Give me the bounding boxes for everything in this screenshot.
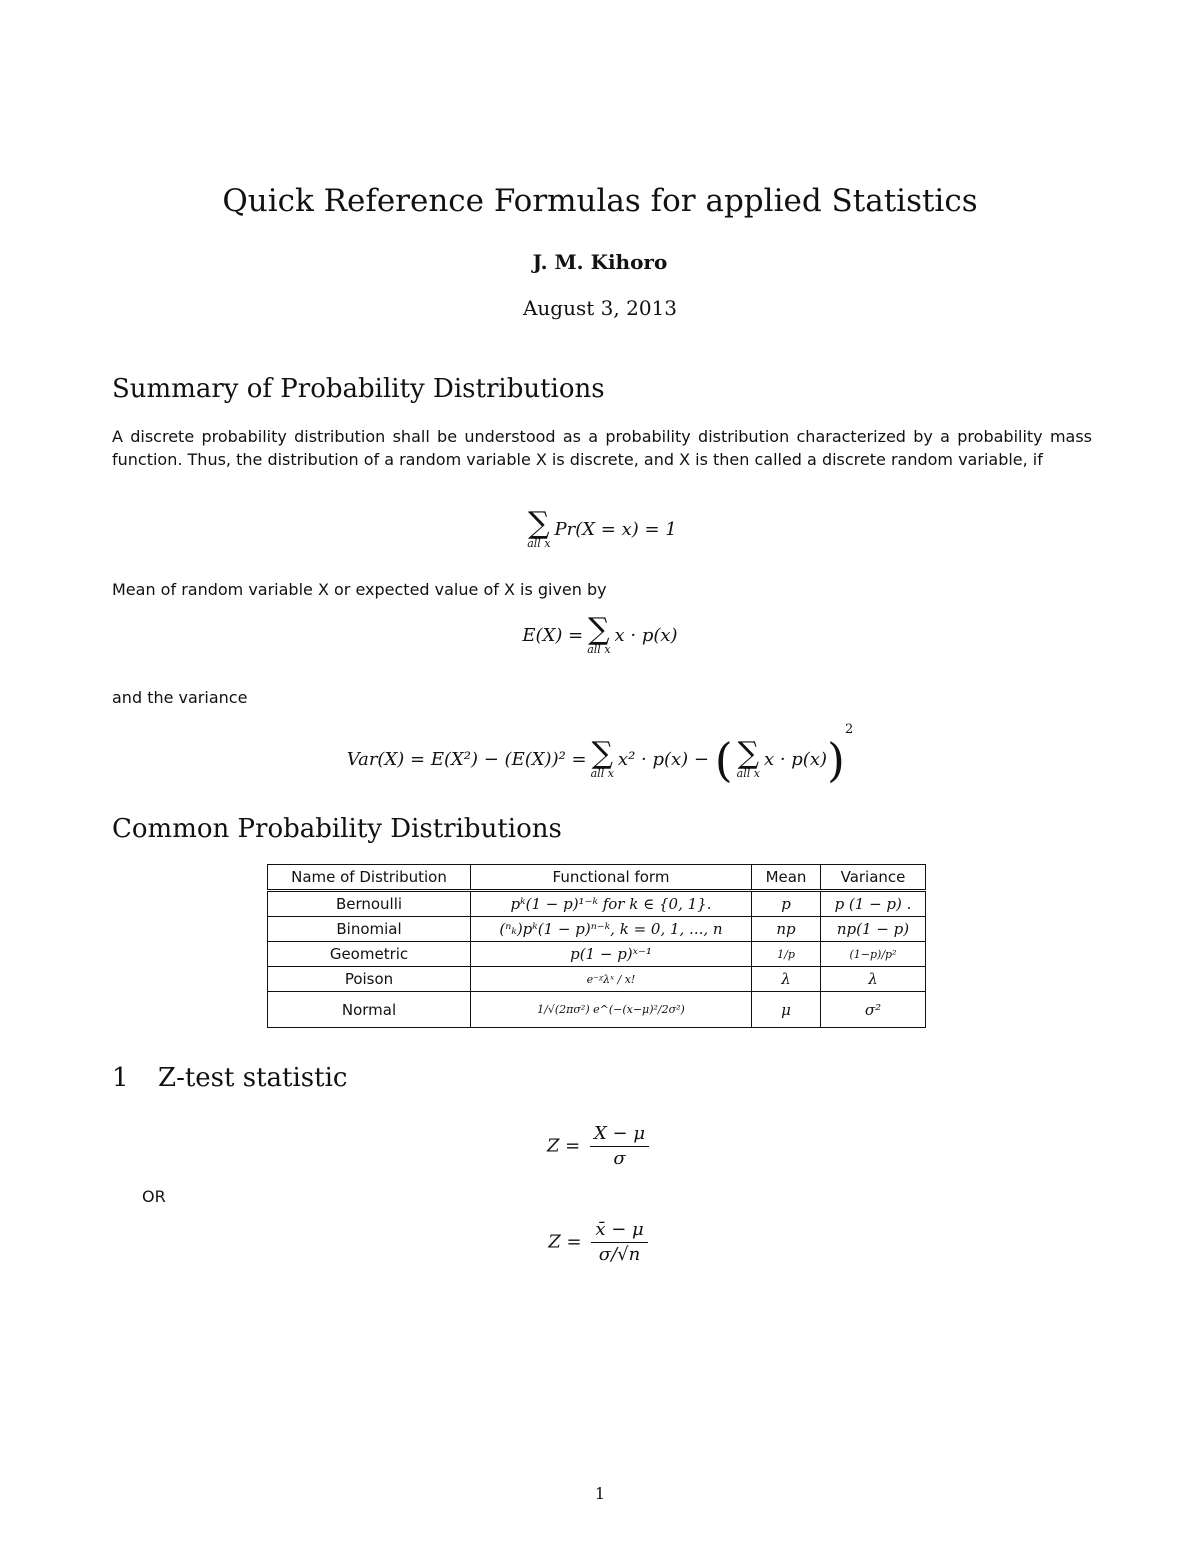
section-number: 1 bbox=[112, 1063, 129, 1093]
table-row: Normal 1/√(2πσ²) e^(−(x−μ)²/2σ²) μ σ² bbox=[268, 992, 926, 1028]
equation-variance: Var(X) = E(X²) − (E(X))² = ∑ all x x² · p(x) − ( ∑ all x x · p(x))$^2$ bbox=[346, 722, 854, 787]
table-header: Name of Distribution bbox=[268, 865, 471, 891]
or-label: OR bbox=[142, 1187, 166, 1206]
equation-sum-probability: ∑ all x Pr(X = x) = 1 bbox=[527, 506, 677, 550]
section-title: Z-test statistic bbox=[158, 1063, 348, 1093]
intro-paragraph: A discrete probability distribution shall be understood as a probability distribution characterized by a probability mass function. Thus, the distribution of a random variable X is discrete, and X is then called a discrete random variable, if bbox=[112, 427, 1092, 469]
table-row: Poison e⁻ᵡλˣ / x! λ λ bbox=[268, 967, 926, 992]
distributions-table bbox=[267, 864, 926, 1028]
page-title: Quick Reference Formulas for applied Statistics bbox=[222, 183, 978, 219]
section-heading-ztest bbox=[112, 1063, 347, 1093]
summation-symbol: ∑ all x bbox=[587, 612, 611, 656]
table-header: Mean bbox=[752, 865, 821, 891]
table-header: Functional form bbox=[471, 865, 752, 891]
variance-description: and the variance bbox=[112, 688, 248, 707]
fraction: $\frac{X - \mu}{\sigma}$ bbox=[590, 1122, 649, 1171]
fraction: $\frac{x̄ - \mu}{\sigma/√n}$ bbox=[591, 1218, 647, 1267]
table-row: Bernoulli pᵏ(1 − p)¹⁻ᵏ for k ∈ {0, 1}. p p (1 − p) . bbox=[268, 891, 926, 917]
table-header: Variance bbox=[821, 865, 926, 891]
table-row: Binomial (ⁿₖ)pᵏ(1 − p)ⁿ⁻ᵏ, k = 0, 1, ..., n np np(1 − p) bbox=[268, 917, 926, 942]
section-heading-summary: Summary of Probability Distributions bbox=[112, 374, 605, 404]
author-name: J. M. Kihoro bbox=[532, 250, 668, 274]
equation-expected-value: E(X) = ∑ all x x · p(x) bbox=[522, 612, 678, 656]
summation-symbol: ∑ all x bbox=[590, 736, 614, 780]
mean-description: Mean of random variable X or expected value of X is given by bbox=[112, 580, 607, 599]
equation-z1: Z = $\frac{X - \mu}{\sigma}$ bbox=[0, 1122, 1200, 1171]
summation-symbol: ∑ all x bbox=[527, 506, 551, 550]
document-date: August 3, 2013 bbox=[522, 296, 677, 320]
page-number: 1 bbox=[594, 1484, 606, 1503]
summation-symbol: ∑ all x bbox=[736, 736, 760, 780]
table-row: Geometric p(1 − p)ˣ⁻¹ 1/p (1−p)/p² bbox=[268, 942, 926, 967]
section-heading-common: Common Probability Distributions bbox=[112, 814, 562, 844]
equation-z2: Z = $\frac{x̄ - \mu}{\sigma/√n}$ bbox=[0, 1218, 1200, 1267]
